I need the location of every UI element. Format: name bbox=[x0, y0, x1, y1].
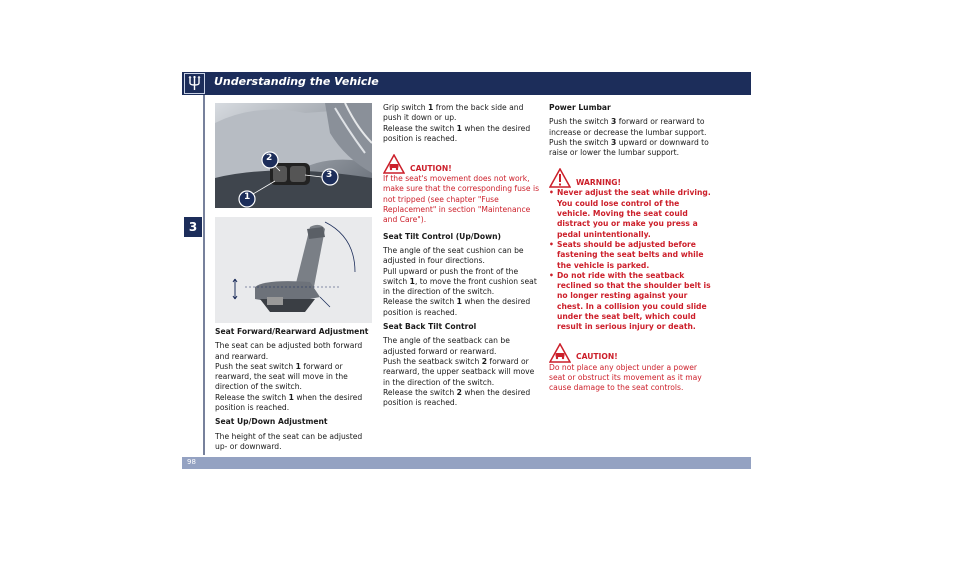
warning-item: • Never adjust the seat while driving. You could lose control of the vehicle. Moving the seat could distract you or make you press a pedal unintentionally. bbox=[549, 188, 711, 239]
page-footer bbox=[182, 457, 751, 469]
caution-header bbox=[549, 343, 711, 363]
heading-seat-up-down: Seat Up/Down Adjustment bbox=[215, 417, 328, 427]
chapter-number: 3 bbox=[184, 217, 202, 237]
paragraph: Push the switch 3 forward or rearward to increase or decrease the lumbar support. bbox=[549, 117, 707, 137]
chapter-sidebar bbox=[182, 95, 205, 455]
seat-adjustment-illustration bbox=[215, 217, 372, 323]
warning-label: WARNING! bbox=[576, 178, 621, 188]
paragraph: The angle of the seat cushion can be adjusted in four directions. bbox=[383, 245, 524, 266]
page-header bbox=[182, 72, 751, 95]
column-2-text bbox=[383, 103, 541, 408]
paragraph: Grip switch 1 from the back side and push it down or up. bbox=[383, 103, 524, 123]
caution-text: Do not place any object under a power seat or obstruct its movement as it may cause damage to the seat controls. bbox=[549, 362, 702, 393]
seat-switch-photo bbox=[215, 103, 372, 208]
heading-seat-back-tilt: Seat Back Tilt Control bbox=[383, 322, 477, 332]
section-title: Understanding the Vehicle bbox=[214, 75, 379, 88]
paragraph: Push the switch 3 upward or downward to raise or lower the lumbar support. bbox=[549, 137, 709, 158]
warning-header bbox=[549, 168, 711, 188]
trident-logo-icon bbox=[184, 73, 205, 94]
caution-label: CAUTION! bbox=[576, 352, 618, 362]
warning-icon bbox=[549, 168, 571, 188]
caution-car-icon bbox=[383, 154, 405, 174]
paragraph: Pull upward or push the front of the switch 1, to move the front cushion seat in the direction of the switch. bbox=[383, 266, 537, 297]
sidebar-divider bbox=[203, 95, 205, 455]
caution-label: CAUTION! bbox=[410, 163, 452, 173]
paragraph: The angle of the seatback can be adjusted forward or rearward. bbox=[383, 336, 510, 356]
paragraph: Push the seatback switch 2 forward or rearward, the upper seatback will move in the direction of the switch. bbox=[383, 356, 535, 387]
paragraph: Release the switch 1 when the desired position is reached. bbox=[383, 297, 531, 317]
warning-list bbox=[549, 188, 711, 332]
column-3-text bbox=[549, 103, 711, 394]
heading-seat-forward-rearward: Seat Forward/Rearward Adjustment bbox=[215, 327, 369, 336]
paragraph: Push the seat switch 1 forward or rearward, the seat will move in the direction of the switch. bbox=[215, 361, 348, 392]
callout-2: 2 bbox=[266, 153, 273, 163]
paragraph: Release the switch 1 when the desired position is reached. bbox=[215, 392, 363, 413]
paragraph: Release the switch 2 when the desired position is reached. bbox=[383, 387, 531, 408]
caution-text: If the seat's movement does not work, make sure that the corresponding fuse is not tripped (see chapter "Fuse Replacement" in section "Maintenance and Care"). bbox=[383, 174, 540, 225]
paragraph: The seat can be adjusted both forward and rearward. bbox=[215, 341, 363, 361]
heading-seat-tilt: Seat Tilt Control (Up/Down) bbox=[383, 231, 501, 241]
paragraph: The height of the seat can be adjusted up- or downward. bbox=[215, 431, 363, 451]
caution-header bbox=[383, 154, 541, 174]
column-1-text bbox=[215, 327, 373, 452]
caution-car-icon bbox=[549, 343, 571, 363]
callout-1: 1 bbox=[244, 192, 251, 202]
page-number: 98 bbox=[187, 458, 196, 466]
heading-power-lumbar: Power Lumbar bbox=[549, 103, 611, 112]
warning-item: • Do not ride with the seatback reclined so that the shoulder belt is no longer resting against your chest. In a collision you could slide under the seat belt, which could result in serious injury or death. bbox=[549, 271, 711, 333]
warning-item: • Seats should be adjusted before fastening the seat belts and while the vehicle is parked. bbox=[549, 240, 711, 271]
paragraph: Release the switch 1 when the desired position is reached. bbox=[383, 123, 531, 143]
callout-3: 3 bbox=[326, 170, 333, 180]
